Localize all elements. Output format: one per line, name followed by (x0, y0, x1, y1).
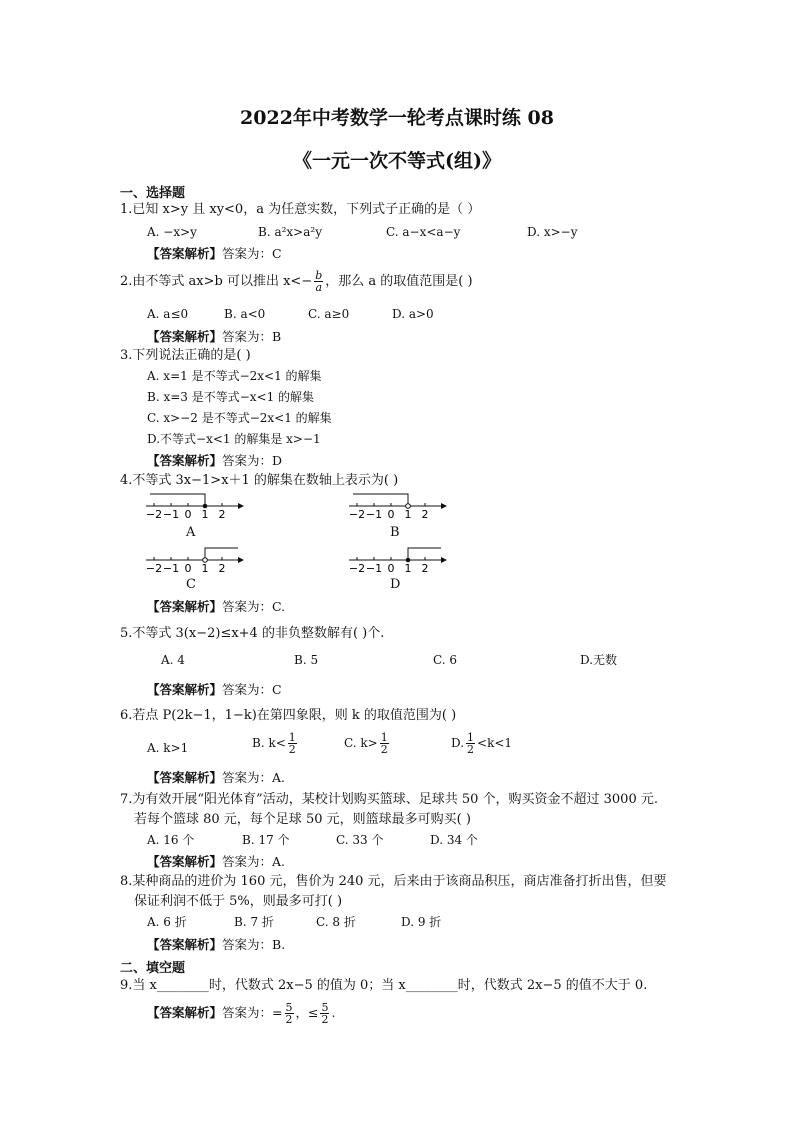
q3-option-c: C. x>−2 是不等式−2x<1 的解集 (147, 411, 332, 425)
q7-answer: 【答案解析】答案为：A. (147, 854, 286, 869)
tick-label: 2 (218, 562, 226, 575)
tick-label: 1 (201, 508, 209, 521)
q4-stem: 4.不等式 3x−1>x＋1 的解集在数轴上表示为( ) (120, 473, 399, 488)
q5-stem: 5.不等式 3(x−2)≤x+4 的非负整数解有( )个. (120, 626, 385, 641)
number-line-d-label: D (390, 577, 401, 592)
q7-option-d: D. 34 个 (430, 833, 478, 847)
tick-label: −1 (162, 562, 180, 575)
number-line-a (140, 488, 250, 524)
q1-option-a: A. −x>y (147, 225, 197, 239)
section-fill-blank: 二、填空题 (120, 961, 186, 976)
tick-label: −1 (365, 562, 383, 575)
q1-option-d: D. x>−y (527, 225, 578, 239)
q8-option-c: C. 8 折 (316, 915, 356, 929)
q2-option-d: D. a>0 (392, 307, 434, 321)
tick-label: −2 (348, 508, 366, 521)
q5-option-a: A. 4 (161, 653, 185, 667)
document-subtitle: 《一元一次不等式(组)》 (293, 150, 501, 172)
q7-stem-line2: 若每个篮球 80 元，每个足球 50 元，则篮球最多可购买( ) (134, 812, 471, 827)
tick-label: 2 (421, 562, 429, 575)
q1-option-b: B. a²x>a²y (258, 225, 322, 239)
q2-stem: 2.由不等式 ax>b 可以推出 x<− $\frac{b}{a}$ ，那么 a 的取值范围是( ) (120, 269, 473, 294)
q6-option-b: B. k< $\frac{1}{2}$ (252, 731, 296, 756)
q3-option-b: B. x=3 是不等式−x<1 的解集 (147, 390, 315, 404)
q5-option-d: D.无数 (580, 653, 618, 667)
q6-stem: 6.若点 P(2k−1，1−k)在第四象限，则 k 的取值范围为( ) (120, 708, 457, 723)
q3-option-a: A. x=1 是不等式−2x<1 的解集 (147, 369, 322, 383)
tick-label: −1 (365, 508, 383, 521)
q5-option-b: B. 5 (294, 653, 319, 667)
q2-option-a: A. a≤0 (147, 307, 189, 321)
number-line-a-label: A (186, 525, 196, 540)
q3-answer: 【答案解析】答案为：D (147, 453, 283, 468)
q6-option-a: A. k>1 (147, 741, 189, 755)
tick-label: −2 (145, 562, 163, 575)
q8-stem-line2: 保证利润不低于 5%，则最多可打( ) (134, 894, 343, 909)
q2-option-b: B. a<0 (224, 307, 266, 321)
tick-label: 1 (404, 508, 412, 521)
number-line-b (343, 488, 453, 524)
q7-stem-line1: 7.为有效开展“阳光体育”活动，某校计划购买篮球、足球共 50 个，购买资金不超过 3000 元. (120, 792, 658, 807)
q1-answer: 【答案解析】答案为：C (147, 246, 282, 261)
tick-label: 1 (404, 562, 412, 575)
q2-fraction: $\frac{b}{a}$ (315, 269, 323, 294)
tick-label: 2 (421, 508, 429, 521)
q9-answer: 【答案解析】答案为：= $\frac{5}{2}$ ，≤ $\frac{5}{2}$ . (147, 1001, 336, 1026)
q6-option-c: C. k> $\frac{1}{2}$ (344, 731, 388, 756)
q6-option-d: D. $\frac{1}{2}$ <k<1 (451, 731, 513, 756)
q6-answer: 【答案解析】答案为：A. (147, 770, 286, 785)
tick-label: 0 (184, 562, 192, 575)
tick-label: 0 (387, 562, 395, 575)
q2-answer: 【答案解析】答案为：B (147, 329, 282, 344)
q7-option-b: B. 17 个 (242, 833, 290, 847)
tick-label: −2 (145, 508, 163, 521)
number-line-c-label: C (186, 577, 196, 592)
q8-option-a: A. 6 折 (147, 915, 187, 929)
number-line-d (343, 542, 453, 578)
q5-answer: 【答案解析】答案为：C (147, 682, 282, 697)
section-choice: 一、选择题 (120, 186, 186, 201)
q5-option-c: C. 6 (433, 653, 458, 667)
tick-label: 1 (201, 562, 209, 575)
q3-option-d: D.不等式−x<1 的解集是 x>−1 (147, 432, 321, 446)
number-line-b-label: B (390, 525, 400, 540)
tick-label: 0 (184, 508, 192, 521)
tick-label: −1 (162, 508, 180, 521)
q8-option-b: B. 7 折 (234, 915, 274, 929)
tick-label: 2 (218, 508, 226, 521)
q1-option-c: C. a−x<a−y (386, 225, 461, 239)
q7-option-c: C. 33 个 (336, 833, 384, 847)
q7-option-a: A. 16 个 (147, 833, 195, 847)
document-title: 2022年中考数学一轮考点课时练 08 (240, 107, 554, 129)
q8-answer: 【答案解析】答案为：B. (147, 937, 286, 952)
q8-stem-line1: 8.某种商品的进价为 160 元，售价为 240 元，后来由于该商品积压，商店准备打折出售，但要 (120, 874, 667, 889)
q4-answer: 【答案解析】答案为：C. (147, 599, 286, 614)
tick-label: 0 (387, 508, 395, 521)
q9-stem: 9.当 x________时，代数式 2x−5 的值为 0；当 x________时，代数式 2x−5 的值不大于 0. (120, 978, 648, 993)
number-line-c (140, 542, 250, 578)
tick-label: −2 (348, 562, 366, 575)
q8-option-d: D. 9 折 (401, 915, 442, 929)
q1-stem: 1.已知 x>y 且 xy<0，a 为任意实数，下列式子正确的是（ ） (120, 202, 481, 217)
q3-stem: 3.下列说法正确的是( ) (120, 348, 251, 363)
q2-option-c: C. a≥0 (308, 307, 350, 321)
